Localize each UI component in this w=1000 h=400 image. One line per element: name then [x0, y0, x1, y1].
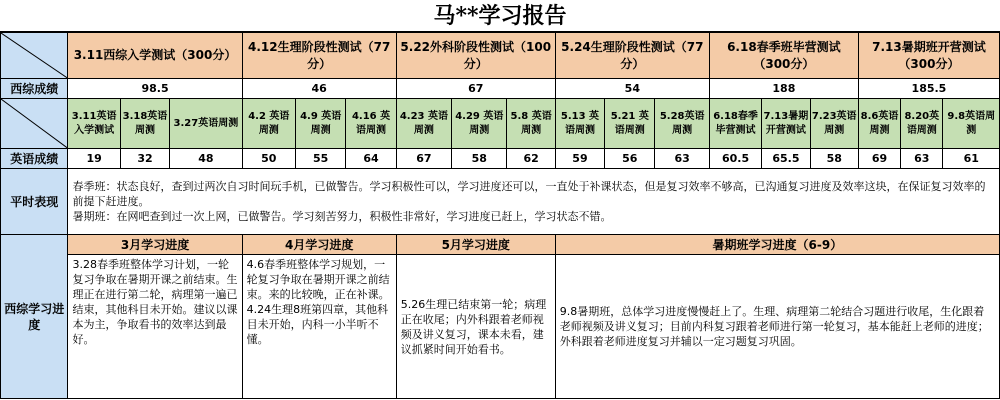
month-header: 4月学习进度	[242, 235, 396, 255]
month-progress-text: 9.8暑期班，总体学习进度慢慢赶上了。生理、病理第二轮结合习题进行收尾，生化跟着老师视频及讲义复习；目前内科复习跟着老师进行第一轮复习，基本能赶上老师的进度；外科跟着老师进度复习并辅以一定习题复习巩固。	[555, 255, 999, 399]
daily-performance-notes	[68, 169, 1000, 235]
english-score: 32	[120, 149, 169, 169]
report-table	[0, 32, 1000, 399]
exam-score: 54	[555, 79, 709, 99]
spring-note: 春季班：状态良好，查到过两次自习时间玩手机，已做警告。学习积极性可以，学习进度还可以，一直处于补课状态，但是复习效率不够高，已沟通复习进度及效率这块，在保证复习效率的前提下赶进度。	[72, 180, 986, 208]
english-test-header: 7.13暑期开营测试	[762, 99, 810, 149]
english-test-header: 3.18英语周测	[120, 99, 169, 149]
exam-score: 185.5	[858, 79, 999, 99]
english-test-header: 5.28英语周测	[655, 99, 709, 149]
english-test-header: 4.2 英语周测	[242, 99, 295, 149]
english-test-header: 8.20英语周测	[901, 99, 943, 149]
english-score: 50	[242, 149, 295, 169]
english-test-header: 4.23 英语周测	[396, 99, 451, 149]
english-score: 19	[68, 149, 120, 169]
exam-score: 98.5	[68, 79, 242, 99]
month-header: 暑期班学习进度（6-9）	[555, 235, 999, 255]
english-score: 59	[555, 149, 604, 169]
exam-score: 67	[396, 79, 555, 99]
english-score: 65.5	[762, 149, 810, 169]
exam-header: 4.12生理阶段性测试（77分）	[242, 33, 396, 79]
corner-cell	[1, 99, 68, 149]
english-test-header: 5.21 英语周测	[605, 99, 655, 149]
english-score: 64	[346, 149, 396, 169]
english-test-header: 8.6英语周测	[858, 99, 900, 149]
english-test-header: 9.8英语周测	[943, 99, 1000, 149]
exam-header: 3.11西综入学测试（300分）	[68, 33, 242, 79]
english-score-label: 英语成绩	[1, 149, 68, 169]
english-test-header: 4.29 英语周测	[452, 99, 507, 149]
exam-score: 46	[242, 79, 396, 99]
xizong-progress-label: 西综学习进度	[1, 235, 68, 399]
summer-note: 暑期班：在网吧查到过一次上网，已做警告。学习刻苦努力，积极性非常好，学习进度已赶上，学习状态不错。	[72, 210, 612, 223]
english-score: 67	[396, 149, 451, 169]
english-test-header: 6.18春季毕营测试	[709, 99, 761, 149]
english-test-header: 5.8 英语周测	[507, 99, 555, 149]
english-test-header: 4.9 英语周测	[296, 99, 346, 149]
english-score: 69	[858, 149, 900, 169]
xizong-score-label: 西综成绩	[1, 79, 68, 99]
english-score: 56	[605, 149, 655, 169]
english-score: 61	[943, 149, 1000, 169]
corner-cell	[1, 33, 68, 79]
daily-performance-label: 平时表现	[1, 169, 68, 235]
english-score: 63	[901, 149, 943, 169]
english-score: 63	[655, 149, 709, 169]
exam-score: 188	[709, 79, 858, 99]
english-score: 60.5	[709, 149, 761, 169]
page-title: 马**学习报告	[0, 0, 1000, 32]
exam-header: 5.24生理阶段性测试（77分）	[555, 33, 709, 79]
exam-header: 7.13暑期班开营测试（300分）	[858, 33, 999, 79]
english-test-header: 7.23英语周测	[810, 99, 858, 149]
exam-header: 5.22外科阶段性测试（100分）	[396, 33, 555, 79]
month-progress-text: 5.26生理已结束第一轮；病理正在收尾；内外科跟着老师视频及讲义复习，课本未看，建议抓紧时间开始看书。	[396, 255, 555, 399]
month-progress-text: 4.6春季班整体学习规划，一轮复习争取在暑期开课之前结束。来的比较晚，正在补课。4.24生理8班第四章，其他科目未开始，内科一小半听不懂。	[242, 255, 396, 399]
english-score: 62	[507, 149, 555, 169]
english-score: 58	[810, 149, 858, 169]
english-test-header: 4.16 英语周测	[346, 99, 396, 149]
english-score: 48	[170, 149, 243, 169]
english-test-header: 5.13 英语周测	[555, 99, 604, 149]
month-header: 5月学习进度	[396, 235, 555, 255]
month-header: 3月学习进度	[68, 235, 242, 255]
english-score: 58	[452, 149, 507, 169]
english-score: 55	[296, 149, 346, 169]
month-progress-text: 3.28春季班整体学习计划，一轮复习争取在暑期开课之前结束。生理正在进行第二轮，病理第一遍已结束，其他科目未开始。建议以课本为主，争取看书的效率达到最好。	[68, 255, 242, 399]
english-test-header: 3.27英语周测	[170, 99, 243, 149]
english-test-header: 3.11英语入学测试	[68, 99, 120, 149]
exam-header: 6.18春季班毕营测试（300分）	[709, 33, 858, 79]
